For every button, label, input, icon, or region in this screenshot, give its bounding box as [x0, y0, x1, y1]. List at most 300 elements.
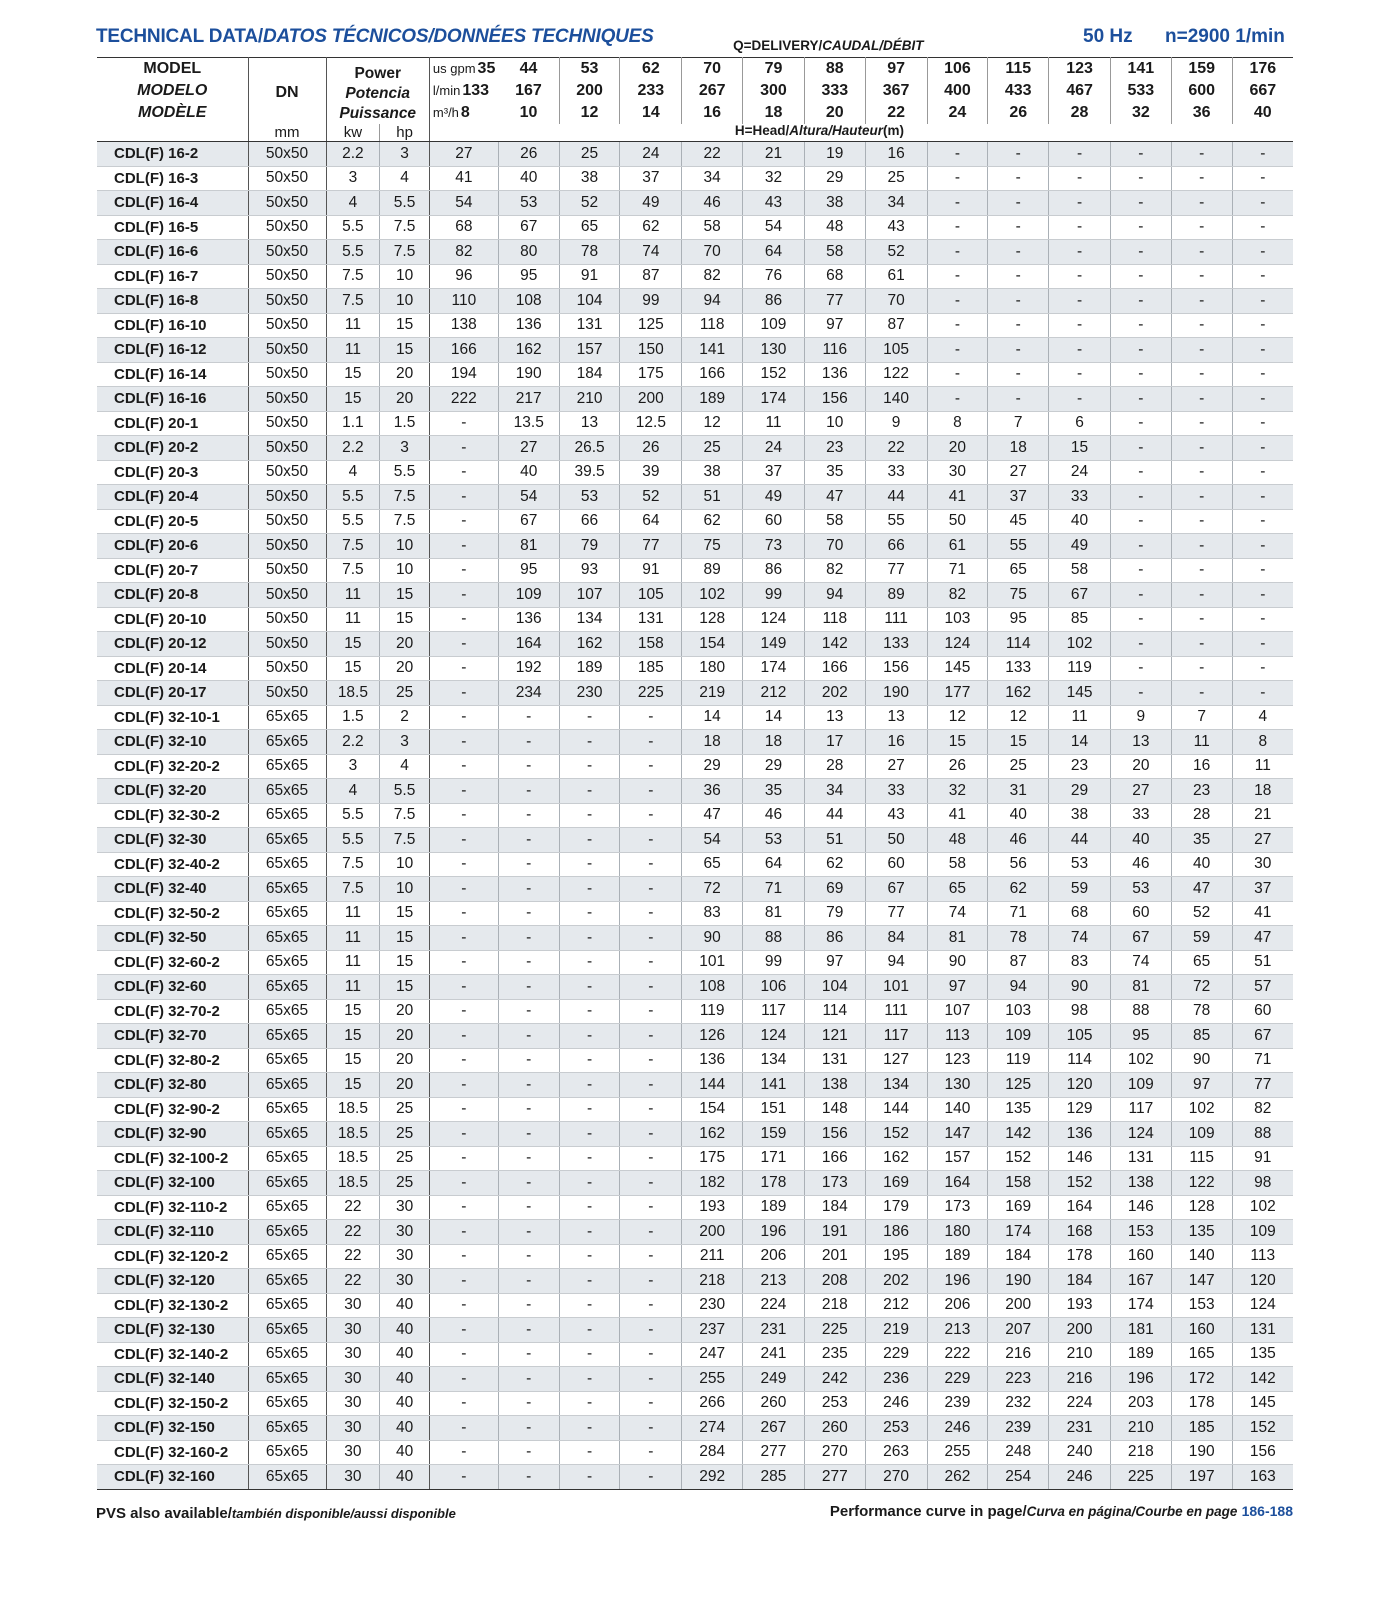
- head-cell: -: [1171, 436, 1232, 461]
- head-cell: 195: [865, 1244, 927, 1269]
- model-cell: CDL(F) 32-70: [97, 1024, 248, 1049]
- head-cell: 64: [743, 240, 805, 265]
- head-cell: -: [927, 240, 988, 265]
- head-cell: 200: [988, 1293, 1049, 1318]
- lmin-unit: l/min 133: [432, 81, 490, 99]
- head-cell: 90: [682, 926, 743, 951]
- head-cell: 173: [927, 1195, 988, 1220]
- head-cell: -: [1110, 215, 1171, 240]
- head-cell: 114: [804, 999, 865, 1024]
- head-cell: -: [429, 1220, 498, 1245]
- head-cell: -: [620, 1220, 682, 1245]
- head-cell: 74: [1110, 950, 1171, 975]
- head-cell: -: [1171, 632, 1232, 657]
- dn-cell: 65x65: [248, 1097, 326, 1122]
- head-cell: 59: [1049, 877, 1111, 902]
- head-cell: -: [1110, 362, 1171, 387]
- head-cell: -: [927, 313, 988, 338]
- head-cell: 162: [559, 632, 620, 657]
- head-cell: 35: [743, 779, 805, 804]
- head-cell: 180: [682, 656, 743, 681]
- table-row: [97, 730, 1293, 755]
- head-cell: 11: [743, 411, 805, 436]
- head-cell: -: [559, 950, 620, 975]
- head-cell: -: [1171, 509, 1232, 534]
- head-cell: 72: [1171, 975, 1232, 1000]
- head-cell: 229: [865, 1342, 927, 1367]
- head-cell: 107: [927, 999, 988, 1024]
- kw-cell: 15: [326, 999, 380, 1024]
- head-cell: -: [1232, 460, 1293, 485]
- head-cell: 135: [988, 1097, 1049, 1122]
- head-cell: 140: [927, 1097, 988, 1122]
- head-cell: 121: [804, 1024, 865, 1049]
- model-cell: CDL(F) 16-6: [97, 240, 248, 265]
- dn-cell: 65x65: [248, 1318, 326, 1343]
- head-cell: -: [620, 1269, 682, 1294]
- dn-cell: 50x50: [248, 240, 326, 265]
- head-cell: 29: [743, 754, 805, 779]
- head-cell: 64: [743, 852, 805, 877]
- m3h-value: 18: [743, 102, 805, 124]
- dn-cell: 65x65: [248, 1146, 326, 1171]
- head-cell: 62: [988, 877, 1049, 902]
- head-cell: 166: [804, 656, 865, 681]
- head-cell: 26: [498, 142, 559, 167]
- head-cell: 200: [682, 1220, 743, 1245]
- head-cell: 148: [804, 1097, 865, 1122]
- head-cell: -: [559, 1465, 620, 1490]
- head-cell: 28: [804, 754, 865, 779]
- m3h-value: 10: [498, 102, 559, 124]
- kw-cell: 15: [326, 1048, 380, 1073]
- dn-cell: 65x65: [248, 1269, 326, 1294]
- head-cell: 164: [498, 632, 559, 657]
- head-cell: -: [1232, 362, 1293, 387]
- head-cell: 120: [1049, 1073, 1111, 1098]
- table-body: [97, 142, 1293, 1490]
- head-cell: -: [620, 705, 682, 730]
- head-cell: 160: [1110, 1244, 1171, 1269]
- head-cell: 95: [988, 607, 1049, 632]
- head-cell: 162: [682, 1122, 743, 1147]
- table-row: [97, 436, 1293, 461]
- head-cell: -: [927, 338, 988, 363]
- head-cell: 21: [743, 142, 805, 167]
- head-cell: 102: [1110, 1048, 1171, 1073]
- kw-cell: 7.5: [326, 289, 380, 314]
- head-cell: 159: [743, 1122, 805, 1147]
- head-cell: -: [498, 1195, 559, 1220]
- head-cell: 120: [1232, 1269, 1293, 1294]
- head-cell: 13: [865, 705, 927, 730]
- head-cell: 236: [865, 1367, 927, 1392]
- head-cell: 164: [1049, 1195, 1111, 1220]
- head-cell: -: [1171, 215, 1232, 240]
- hp-cell: 10: [380, 558, 430, 583]
- head-cell: -: [498, 1318, 559, 1343]
- hp-cell: 7.5: [380, 215, 430, 240]
- head-cell: 87: [865, 313, 927, 338]
- head-cell: 138: [1110, 1171, 1171, 1196]
- head-cell: -: [620, 901, 682, 926]
- head-cell: -: [620, 803, 682, 828]
- head-cell: 65: [682, 852, 743, 877]
- hp-cell: 25: [380, 1171, 430, 1196]
- table-row: [97, 1073, 1293, 1098]
- head-cell: -: [1110, 338, 1171, 363]
- dn-unit: mm: [248, 124, 326, 142]
- head-cell: -: [429, 1416, 498, 1441]
- head-cell: -: [559, 1024, 620, 1049]
- page-title: TECHNICAL DATA/DATOS TÉCNICOS/DONNÉES TECHNIQUES: [96, 26, 654, 47]
- head-cell: -: [559, 1073, 620, 1098]
- model-cell: CDL(F) 32-80: [97, 1073, 248, 1098]
- dn-cell: 50x50: [248, 264, 326, 289]
- head-cell: -: [620, 1097, 682, 1122]
- dn-cell: 65x65: [248, 1220, 326, 1245]
- head-cell: 94: [682, 289, 743, 314]
- head-cell: 98: [1232, 1171, 1293, 1196]
- head-cell: -: [559, 1293, 620, 1318]
- head-cell: 91: [620, 558, 682, 583]
- head-cell: 77: [865, 558, 927, 583]
- kw-cell: 30: [326, 1293, 380, 1318]
- head-cell: 65: [927, 877, 988, 902]
- head-cell: -: [1171, 142, 1232, 167]
- model-cell: CDL(F) 32-140: [97, 1367, 248, 1392]
- head-cell: -: [1232, 387, 1293, 412]
- head-cell: 113: [1232, 1244, 1293, 1269]
- head-cell: 152: [988, 1146, 1049, 1171]
- head-cell: -: [559, 1122, 620, 1147]
- head-cell: 26.5: [559, 436, 620, 461]
- head-cell: 12: [927, 705, 988, 730]
- head-cell: 58: [927, 852, 988, 877]
- head-cell: -: [1049, 387, 1111, 412]
- lmin-value: 200: [559, 80, 620, 102]
- table-row: [97, 705, 1293, 730]
- head-cell: 29: [682, 754, 743, 779]
- head-cell: 66: [559, 509, 620, 534]
- head-cell: 67: [1049, 583, 1111, 608]
- table-row: [97, 191, 1293, 216]
- head-cell: -: [429, 730, 498, 755]
- head-cell: 229: [927, 1367, 988, 1392]
- head-cell: 103: [988, 999, 1049, 1024]
- model-cell: CDL(F) 32-110-2: [97, 1195, 248, 1220]
- head-cell: 185: [620, 656, 682, 681]
- head-cell: -: [429, 950, 498, 975]
- head-cell: 82: [1232, 1097, 1293, 1122]
- table-row: [97, 950, 1293, 975]
- m3h-value: 28: [1049, 102, 1111, 124]
- head-cell: 253: [804, 1391, 865, 1416]
- head-cell: 88: [1232, 1122, 1293, 1147]
- head-cell: -: [620, 1122, 682, 1147]
- head-cell: 25: [682, 436, 743, 461]
- head-cell: -: [498, 852, 559, 877]
- head-cell: 224: [743, 1293, 805, 1318]
- head-cell: 274: [682, 1416, 743, 1441]
- head-cell: -: [559, 828, 620, 853]
- kw-cell: 22: [326, 1269, 380, 1294]
- head-cell: 270: [865, 1465, 927, 1490]
- head-cell: 49: [620, 191, 682, 216]
- head-cell: 114: [1049, 1048, 1111, 1073]
- head-cell: -: [1232, 534, 1293, 559]
- head-cell: -: [1232, 681, 1293, 706]
- hp-cell: 15: [380, 950, 430, 975]
- head-cell: -: [429, 1269, 498, 1294]
- table-row: [97, 1097, 1293, 1122]
- kw-cell: 4: [326, 460, 380, 485]
- model-cell: CDL(F) 32-70-2: [97, 999, 248, 1024]
- head-cell: 8: [1232, 730, 1293, 755]
- head-cell: 62: [682, 509, 743, 534]
- head-cell: 50: [865, 828, 927, 853]
- head-cell: 152: [1049, 1171, 1111, 1196]
- head-cell: 38: [559, 166, 620, 191]
- head-cell: 29: [1049, 779, 1111, 804]
- head-cell: 28: [1171, 803, 1232, 828]
- head-cell: 174: [988, 1220, 1049, 1245]
- head-cell: 131: [620, 607, 682, 632]
- hp-cell: 15: [380, 338, 430, 363]
- head-cell: -: [1171, 338, 1232, 363]
- head-cell: 109: [743, 313, 805, 338]
- kw-cell: 11: [326, 313, 380, 338]
- head-cell: -: [429, 754, 498, 779]
- head-cell: 109: [1171, 1122, 1232, 1147]
- head-cell: 144: [682, 1073, 743, 1098]
- head-cell: 47: [682, 803, 743, 828]
- head-cell: 67: [865, 877, 927, 902]
- head-cell: 49: [1049, 534, 1111, 559]
- dn-cell: 65x65: [248, 1342, 326, 1367]
- head-cell: -: [620, 1342, 682, 1367]
- head-cell: 225: [620, 681, 682, 706]
- head-cell: -: [1049, 362, 1111, 387]
- head-cell: 146: [1049, 1146, 1111, 1171]
- head-cell: -: [498, 1244, 559, 1269]
- head-cell: 149: [743, 632, 805, 657]
- kw-cell: 15: [326, 362, 380, 387]
- head-cell: 85: [1049, 607, 1111, 632]
- table-row: [97, 1220, 1293, 1245]
- model-cell: CDL(F) 20-2: [97, 436, 248, 461]
- head-cell: -: [429, 1048, 498, 1073]
- dn-cell: 65x65: [248, 1024, 326, 1049]
- head-cell: -: [1110, 289, 1171, 314]
- head-cell: 65: [559, 215, 620, 240]
- m3h-value: 20: [804, 102, 865, 124]
- hp-cell: 5.5: [380, 460, 430, 485]
- kw-cell: 11: [326, 926, 380, 951]
- head-cell: 219: [682, 681, 743, 706]
- head-cell: 102: [682, 583, 743, 608]
- head-cell: 169: [988, 1195, 1049, 1220]
- head-cell: 90: [1171, 1048, 1232, 1073]
- dn-cell: 65x65: [248, 1171, 326, 1196]
- head-cell: 177: [927, 681, 988, 706]
- head-cell: 97: [804, 313, 865, 338]
- gpm-value: Q=DELIVERY/CAUDAL/DÉBIT 79: [743, 58, 805, 80]
- model-unit-spacer: [97, 124, 248, 142]
- head-cell: 53: [1110, 877, 1171, 902]
- head-cell: -: [559, 1440, 620, 1465]
- hp-cell: 30: [380, 1220, 430, 1245]
- head-cell: -: [1232, 632, 1293, 657]
- head-cell: -: [620, 1195, 682, 1220]
- head-cell: 98: [1049, 999, 1111, 1024]
- head-cell: 113: [927, 1024, 988, 1049]
- head-cell: 79: [804, 901, 865, 926]
- head-cell: 24: [743, 436, 805, 461]
- kw-cell: 3: [326, 166, 380, 191]
- head-cell: 70: [682, 240, 743, 265]
- head-cell: -: [620, 1293, 682, 1318]
- head-cell: -: [559, 1195, 620, 1220]
- head-cell: 190: [498, 362, 559, 387]
- dn-cell: 65x65: [248, 1465, 326, 1490]
- head-cell: 11: [1049, 705, 1111, 730]
- head-cell: 56: [988, 852, 1049, 877]
- head-cell: 124: [927, 632, 988, 657]
- head-cell: -: [620, 730, 682, 755]
- hp-cell: 2: [380, 705, 430, 730]
- model-cell: CDL(F) 16-12: [97, 338, 248, 363]
- head-cell: -: [498, 926, 559, 951]
- head-cell: 101: [865, 975, 927, 1000]
- head-cell: 68: [804, 264, 865, 289]
- head-cell: 95: [498, 264, 559, 289]
- hp-cell: 7.5: [380, 240, 430, 265]
- footer-availability: PVS also available/también disponible/aussi disponible: [96, 1505, 456, 1522]
- head-cell: 232: [988, 1391, 1049, 1416]
- head-cell: 194: [429, 362, 498, 387]
- table-row: [97, 901, 1293, 926]
- head-cell: -: [559, 999, 620, 1024]
- head-cell: -: [1171, 289, 1232, 314]
- head-cell: 38: [682, 460, 743, 485]
- kw-cell: 22: [326, 1220, 380, 1245]
- head-cell: -: [1171, 656, 1232, 681]
- model-cell: CDL(F) 16-4: [97, 191, 248, 216]
- hp-unit: hp: [380, 124, 430, 142]
- model-cell: CDL(F) 32-130-2: [97, 1293, 248, 1318]
- head-cell: 158: [620, 632, 682, 657]
- head-cell: 15: [1049, 436, 1111, 461]
- head-cell: 224: [1049, 1391, 1111, 1416]
- hp-cell: 10: [380, 852, 430, 877]
- head-cell: 185: [1171, 1416, 1232, 1441]
- head-cell: 105: [620, 583, 682, 608]
- head-cell: 284: [682, 1440, 743, 1465]
- head-cell: 131: [804, 1048, 865, 1073]
- head-cell: 145: [1049, 681, 1111, 706]
- head-cell: 249: [743, 1367, 805, 1392]
- head-cell: 71: [1232, 1048, 1293, 1073]
- head-cell: -: [1171, 240, 1232, 265]
- kw-cell: 5.5: [326, 828, 380, 853]
- gpm-value: 106: [927, 58, 988, 80]
- kw-cell: 30: [326, 1465, 380, 1490]
- m3h-unit: m³/h 8: [432, 103, 470, 121]
- head-cell: -: [498, 1171, 559, 1196]
- hp-cell: 40: [380, 1293, 430, 1318]
- head-cell: 54: [498, 485, 559, 510]
- head-cell: -: [498, 1073, 559, 1098]
- head-cell: 36: [682, 779, 743, 804]
- head-cell: -: [559, 1097, 620, 1122]
- head-cell: 32: [927, 779, 988, 804]
- head-cell: 33: [865, 460, 927, 485]
- head-cell: 125: [988, 1073, 1049, 1098]
- dn-cell: 65x65: [248, 1440, 326, 1465]
- kw-cell: 11: [326, 950, 380, 975]
- head-cell: 27: [429, 142, 498, 167]
- head-cell: -: [498, 1293, 559, 1318]
- table-row: [97, 313, 1293, 338]
- head-cell: -: [988, 240, 1049, 265]
- m3h-value: 22: [865, 102, 927, 124]
- hp-cell: 40: [380, 1318, 430, 1343]
- kw-cell: 2.2: [326, 142, 380, 167]
- hp-cell: 30: [380, 1244, 430, 1269]
- model-cell: CDL(F) 32-60-2: [97, 950, 248, 975]
- head-cell: 119: [988, 1048, 1049, 1073]
- head-cell: 124: [1110, 1122, 1171, 1147]
- head-cell: 174: [743, 387, 805, 412]
- dn-cell: 65x65: [248, 926, 326, 951]
- kw-cell: 30: [326, 1391, 380, 1416]
- head-cell: -: [927, 289, 988, 314]
- kw-cell: 4: [326, 191, 380, 216]
- dn-cell: 50x50: [248, 656, 326, 681]
- head-cell: 47: [804, 485, 865, 510]
- head-cell: -: [559, 1146, 620, 1171]
- head-cell: 52: [1171, 901, 1232, 926]
- head-cell: 144: [865, 1097, 927, 1122]
- hp-cell: 15: [380, 583, 430, 608]
- head-cell: 197: [1171, 1465, 1232, 1490]
- head-cell: 171: [743, 1146, 805, 1171]
- head-cell: 156: [804, 387, 865, 412]
- head-cell: 175: [620, 362, 682, 387]
- head-cell: 53: [743, 828, 805, 853]
- head-cell: -: [1049, 142, 1111, 167]
- head-cell: 131: [1110, 1146, 1171, 1171]
- head-cell: 101: [682, 950, 743, 975]
- head-cell: 118: [804, 607, 865, 632]
- head-cell: 189: [1110, 1342, 1171, 1367]
- head-cell: 64: [620, 509, 682, 534]
- head-cell: 60: [1110, 901, 1171, 926]
- dn-cell: 65x65: [248, 705, 326, 730]
- kw-cell: 30: [326, 1342, 380, 1367]
- dn-cell: 65x65: [248, 1244, 326, 1269]
- table-row: [97, 1024, 1293, 1049]
- head-cell: 184: [804, 1195, 865, 1220]
- kw-cell: 5.5: [326, 803, 380, 828]
- head-cell: -: [620, 1318, 682, 1343]
- dn-cell: 50x50: [248, 362, 326, 387]
- dn-cell: 65x65: [248, 1416, 326, 1441]
- head-cell: -: [429, 852, 498, 877]
- head-cell: -: [429, 1318, 498, 1343]
- head-cell: 133: [865, 632, 927, 657]
